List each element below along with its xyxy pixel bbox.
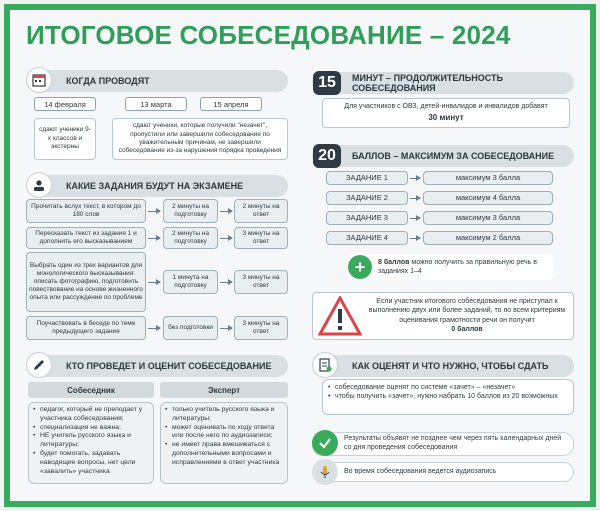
calendar-icon xyxy=(26,67,52,93)
plus-icon: + xyxy=(348,255,372,279)
duration-header: МИНУТ – ПРОДОЛЖИТЕЛЬНОСТЬ СОБЕСЕДОВАНИЯ xyxy=(312,72,574,94)
interlocutor-list xyxy=(33,406,151,477)
arrow xyxy=(410,238,420,239)
list-item: • может оценивать по ходу ответа или после него по аудиозаписи; xyxy=(165,424,285,442)
checkmark-icon xyxy=(312,430,338,456)
microphone-icon xyxy=(312,459,338,485)
warning-text: Если участник итогового собеседования не приступал к выполнению двух или более заданий, то по всем критериям оценивания грамотности речи он получит 0 баллов xyxy=(368,298,566,334)
when-note-2: сдают ученики, которые получили "незачет", пропустили или завершили собеседование по уважительным причинам, не завершили собеседование из-за нарушения порядка проведения xyxy=(112,118,288,160)
student-icon xyxy=(26,172,52,198)
points-number: 20 xyxy=(313,144,341,168)
task-1-answer: 2 минуты на ответ xyxy=(234,199,288,223)
points-max-2: максимум 4 балла xyxy=(423,191,553,205)
date-2: 13 марта xyxy=(125,97,187,111)
list-item: • педагог, который не преподает у участника собеседования; xyxy=(33,406,151,424)
duration-note: Для участников с ОВЗ, детей-инвалидов и инвалидов добавят 30 минут xyxy=(322,98,570,128)
task-3-answer: 3 минуты на ответ xyxy=(234,270,288,294)
list-item: • НЕ учитель русского языка и литературы; xyxy=(33,432,151,450)
tasks-header: КАКИЕ ЗАДАНИЯ БУДУТ НА ЭКЗАМЕНЕ xyxy=(26,175,288,197)
arrow xyxy=(220,282,232,283)
list-item: • будет помогать, задавать наводящие вопросы, нет цели «завалить» участника xyxy=(33,450,151,476)
task-2-prep: 2 минуты на подготовку xyxy=(163,227,218,249)
arrow xyxy=(410,198,420,199)
points-max-1: максимум 3 балла xyxy=(423,171,553,185)
arrow xyxy=(148,238,160,239)
bonus-text: 8 баллов можно получить за правильную речь в заданиях 1–4 xyxy=(378,259,537,276)
list-item: • специализация не важна; xyxy=(33,424,151,433)
date-1: 14 февраля xyxy=(34,97,96,111)
arrow xyxy=(148,328,160,329)
who-header: КТО ПРОВЕДЕТ И ОЦЕНИТ СОБЕСЕДОВАНИЕ xyxy=(26,355,288,377)
list-item: • собеседование оценят по системе «зачет» – «незачет» xyxy=(328,383,570,392)
points-task-2: ЗАДАНИЕ 2 xyxy=(326,191,408,205)
task-3-prep: 1 минута на подготовку xyxy=(163,270,218,294)
arrow xyxy=(410,178,420,179)
task-4-prep: без подготовки xyxy=(163,316,218,340)
grading-header: КАК ОЦЕНЯТ И ЧТО НУЖНО, ЧТОБЫ СДАТЬ xyxy=(312,355,574,377)
when-header: КОГДА ПРОВОДЯТ xyxy=(26,70,288,92)
task-2-answer: 3 минуты на ответ xyxy=(234,227,288,249)
points-max-4: максимум 2 балла xyxy=(423,231,553,245)
points-task-4: ЗАДАНИЕ 4 xyxy=(326,231,408,245)
list-item: • чтобы получить «зачет», нужно набрать 10 баллов из 20 возможных xyxy=(328,392,570,401)
document-icon xyxy=(312,352,338,378)
points-task-3: ЗАДАНИЕ 3 xyxy=(326,211,408,225)
points-task-1: ЗАДАНИЕ 1 xyxy=(326,171,408,185)
duration-number: 15 xyxy=(313,71,341,95)
arrow xyxy=(220,238,232,239)
arrow xyxy=(220,328,232,329)
task-4-desc: Поучаствовать в беседе по теме предыдущего задания xyxy=(26,316,146,340)
when-note-1: сдают ученики 9-х классов и экстерны xyxy=(34,118,96,160)
warning-icon xyxy=(318,296,362,341)
task-1-desc: Прочитать вслух текст, в котором до 180 слов xyxy=(26,199,146,223)
date-3: 15 апреля xyxy=(200,97,262,111)
arrow xyxy=(220,211,232,212)
col-expert-title: Эксперт xyxy=(160,382,288,398)
expert-list xyxy=(165,406,285,468)
col-interlocutor-title: Собеседник xyxy=(28,382,154,398)
list-item: • только учитель русского языка и литературы; xyxy=(165,406,285,424)
arrow xyxy=(148,211,160,212)
task-3-desc: Выбрать один из трех вариантов для монологического высказывания: описать фотографию, подготовить повествование на основе жизненного опыта или рассуждение по проблеме xyxy=(26,252,146,312)
task-2-desc: Пересказать текст из задания 1 и дополнить его высказыванием xyxy=(26,227,146,249)
audio-text: Во время собеседования ведется аудиозапись xyxy=(344,468,497,475)
results-text: Результаты объявят не позднее чем через пять календарных дней со дня проведения собеседования xyxy=(344,435,562,452)
points-max-3: максимум 3 балла xyxy=(423,211,553,225)
arrow xyxy=(148,282,160,283)
pencil-icon xyxy=(26,352,52,378)
list-item: • не имеет права вмешиваться с дополнительными вопросами и исправлениями в ответ участника xyxy=(165,441,285,467)
task-1-prep: 2 минуты на подготовку xyxy=(163,199,218,223)
arrow xyxy=(410,218,420,219)
task-4-answer: 3 минуты на ответ xyxy=(234,316,288,340)
points-header: БАЛЛОВ – МАКСИМУМ ЗА СОБЕСЕДОВАНИЕ xyxy=(312,145,574,167)
grading-list xyxy=(328,383,570,401)
page-title: ИТОГОВОЕ СОБЕСЕДОВАНИЕ – 2024 xyxy=(26,20,511,50)
